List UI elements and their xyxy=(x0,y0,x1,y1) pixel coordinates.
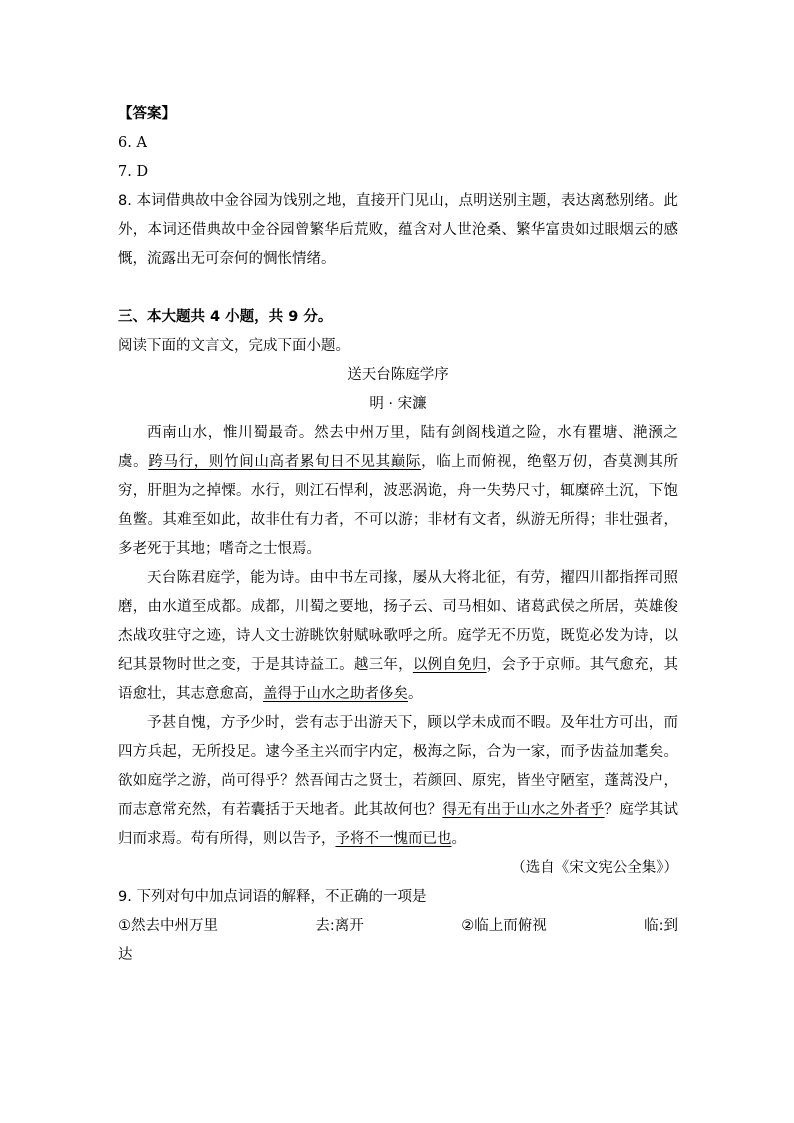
p1-underlined-sentence: 跨马行，则竹间山高者累旬日不见其巅际 xyxy=(148,454,422,470)
q9-option-2-sentence: ②临上而俯视 xyxy=(461,918,547,934)
p2-text-a: 天台陈君庭学，能为诗。由中书左司掾，屡从大将北征，有劳，擢四川都指挥司照磨，由水道至成都。成都，川蜀之要地，扬子云、司马相如、诸葛武侯之所居，英雄俊杰战攻驻守之迹，诗人文士游眺饮射赋咏歌呼之所。庭学无不历览，既览必发为诗，以纪其景物时世之变，于是其诗益工。越三年， xyxy=(118,570,678,673)
q9-option-1-gloss: 去:离开 xyxy=(315,918,364,934)
passage-source: （选自《宋文宪公全集》） xyxy=(511,860,678,876)
passage-paragraph-3 xyxy=(118,709,678,854)
section3-instruction: 阅读下面的文言文，完成下面小题。 xyxy=(118,338,350,354)
p3-text-a: 予甚自愧，方予少时，尝有志于出游天下，顾以学未成而不暇。及年壮方可出，而四方兵起，无所投足。逮今圣主兴而宇内定，极海之际，合为一家，而予齿益加耄矣。欲如庭学之游，尚可得乎？然吾闻古之贤士，若颜回、原宪，皆坐守陋室，蓬蒿没户，而志意常充然，有若囊括于天地者。此其故何也？ xyxy=(118,715,678,818)
document-content xyxy=(118,100,678,970)
p2-text-e: 。 xyxy=(408,686,423,702)
q9-option-2-gloss: 临:到 xyxy=(644,918,678,934)
answer-q6: 6. A xyxy=(118,135,147,151)
q9-options-row xyxy=(118,912,678,941)
q9-option-2-gloss-wrap: 达 xyxy=(118,947,133,963)
passage-paragraph-2 xyxy=(118,564,678,709)
p2-text-c: ，会予于京师。其气愈充，其语愈壮，其志意愈高， xyxy=(118,657,679,702)
p1-text-c: ，临上而俯视，绝壑万仞，杳莫测其所穷，肝胆为之掉慄。水行，则江石悍利，波恶涡诡，舟一失势尺寸，辄糜碎土沉，下饱鱼鳖。其难至如此，故非仕有力者，不可以游；非材有文者，纵游无所得；非壮强者，多老死于其地；嗜奇之士恨焉。 xyxy=(118,454,679,557)
p3-text-e: 。 xyxy=(451,831,466,847)
answer-q7: 7. D xyxy=(118,164,149,180)
p3-underlined-sentence-1: 得无有出于山水之外者乎 xyxy=(442,802,605,818)
p1-text-a: 西南山水，惟川蜀最奇。然去中州万里，陆有剑阁栈道之险，水有瞿塘、滟滪之虞。 xyxy=(118,425,678,470)
p3-underlined-sentence-2: 予将不一愧而已也 xyxy=(335,831,452,847)
p3-text-c: ？庭学其试归而求焉。苟有所得，则以告予， xyxy=(118,802,679,847)
p2-underlined-sentence-2: 盖得于山水之助者侈矣 xyxy=(263,686,408,702)
passage-author: 明 · 宋濂 xyxy=(369,396,427,412)
section3-heading: 三、本大题共 4 小题，共 9 分。 xyxy=(118,309,333,325)
spacer xyxy=(118,274,678,303)
passage-paragraph-1 xyxy=(118,419,678,564)
answer-heading: 【答案】 xyxy=(118,106,176,122)
p2-underlined-phrase-1: 以例自免归 xyxy=(412,657,487,673)
q9-option-1-sentence: ①然去中州万里 xyxy=(118,918,218,934)
q9-stem: 9. 下列对句中加点词语的解释，不正确的一项是 xyxy=(118,889,427,905)
answer-q8: 8. 本词借典故中金谷园为饯别之地，直接开门见山，点明送别主题，表达离愁别绪。此外，本词还借典故中金谷园曾繁华后荒败，蕴含对人世沧桑、繁华富贵如过眼烟云的感慨，流露出无可奈何的惆怅情绪。 xyxy=(118,193,678,267)
passage-title: 送天台陈庭学序 xyxy=(347,367,449,383)
